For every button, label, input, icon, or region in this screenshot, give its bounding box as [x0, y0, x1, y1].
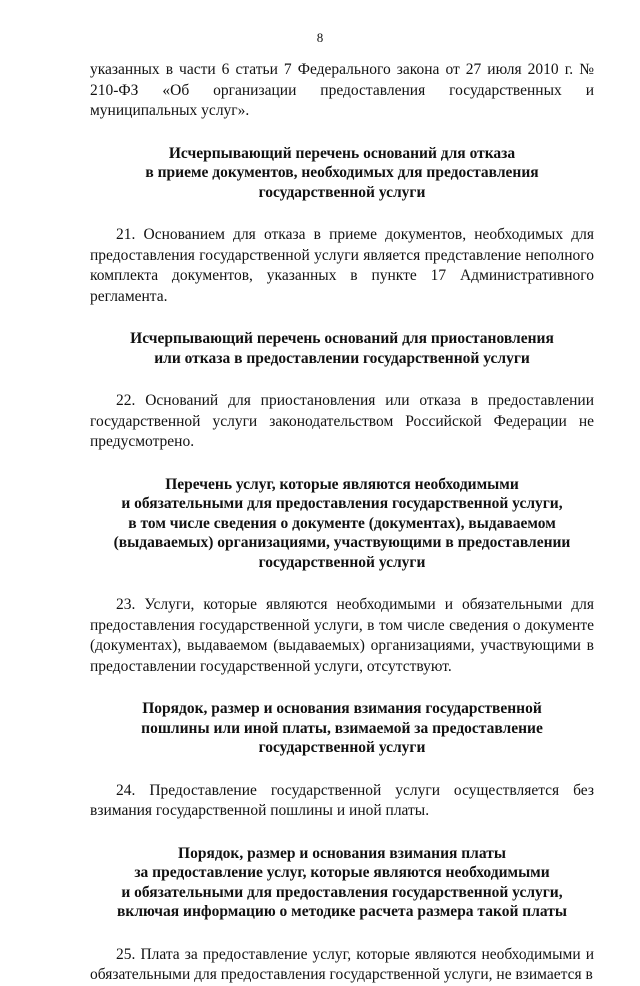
intro-paragraph: указанных в части 6 статьи 7 Федерального закона от 27 июля 2010 г. № 210-ФЗ «Об организации предоставления государственных и муниципальных услуг». — [90, 61, 594, 119]
paragraph-21: 21. Основанием для отказа в приеме документов, необходимых для предоставления государственной услуги является представление неполного комплекта документов, указанных в пункте 17 Административного регламента. — [90, 226, 594, 305]
section-heading-state-fee: Порядок, размер и основания взимания государственной пошлины или иной платы, взимаемой за предоставление государственной услуги — [141, 700, 543, 756]
paragraph-24: 24. Предоставление государственной услуги осуществляется без взимания государственной пошлины и иной платы. — [90, 781, 594, 819]
document-body — [90, 60, 594, 986]
paragraph-25: 25. Плата за предоставление услуг, которые являются необходимыми и обязательными для предоставления государственной услуги, не взимается в — [90, 945, 594, 983]
section-heading-refusal-acceptance: Исчерпывающий перечень оснований для отказа в приеме документов, необходимых для предоставления государственной услуги — [145, 144, 539, 201]
section-heading-suspension-refusal: Исчерпывающий перечень оснований для приостановления или отказа в предоставлении государственной услуги — [130, 330, 554, 367]
section-heading-service-fee: Порядок, размер и основания взимания платы за предоставление услуг, которые являются необходимыми и обязательными для предоставления государственной услуги, включая информацию о методике расчета размера такой платы — [117, 844, 567, 920]
section-heading-required-services: Перечень услуг, которые являются необходимыми и обязательными для предоставления государственной услуги, в том числе сведения о документе (документах), выдаваемом (выдаваемых) организациями, участвующими в предоставлении государственной услуги — [113, 475, 571, 571]
paragraph-22: 22. Оснований для приостановления или отказа в предоставлении государственной услуги законодательством Российской Федерации не предусмотрено. — [90, 392, 594, 450]
paragraph-23: 23. Услуги, которые являются необходимыми и обязательными для предоставления государственной услуги, в том числе сведения о документе (документах), выдаваемом (выдаваемых) организациями, участвующими в предоставлении государственной услуги, отсутствуют. — [90, 596, 594, 675]
page-number: 8 — [316, 30, 324, 45]
